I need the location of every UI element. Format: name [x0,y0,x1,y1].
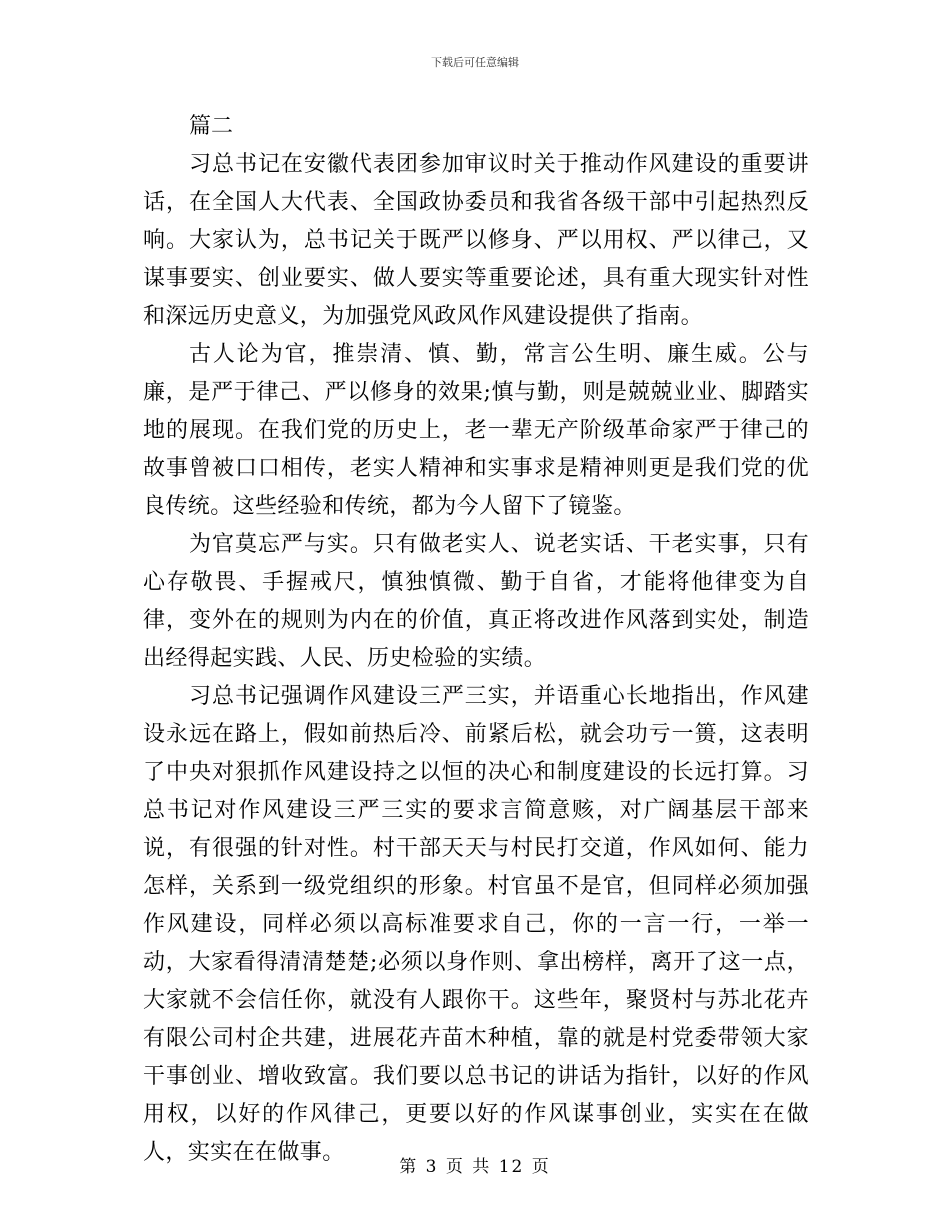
section-title: 篇二 [189,114,234,139]
document-body [143,108,809,1172]
page-number: 第 3 页 共 12 页 [399,1157,551,1177]
paragraph-4: 习总书记强调作风建设三严三实，并语重心长地指出，作风建设永远在路上，假如前热后冷、前紧后松，就会功亏一篑，这表明了中央对狠抓作风建设持之以恒的决心和制度建设的长远打算。习总书记对作风建设三严三实的要求言简意赅，对广阔基层干部来说，有很强的针对性。村干部天天与村民打交道，作风如何、能力怎样，关系到一级党组织的形象。村官虽不是官，但同样必须加强作风建设，同样必须以高标准要求自己，你的一言一行，一举一动，大家看得清清楚楚;必须以身作则、拿出榜样，离开了这一点，大家就不会信任你，就没有人跟你干。这些年，聚贤村与苏北花卉有限公司村企共建，进展花卉苗木种植，靠的就是村党委带领大家干事创业、增收致富。我们要以总书记的讲话为指针，以好的作风用权，以好的作风律己，更要以好的作风谋事创业，实实在在做人，实实在在做事。 [143,684,809,1165]
paragraph-1: 习总书记在安徽代表团参加审议时关于推动作风建设的重要讲话，在全国人大代表、全国政协委员和我省各级干部中引起热烈反响。大家认为，总书记关于既严以修身、严以用权、严以律己，又谋事要实、创业要实、做人要实等重要论述，具有重大现实针对性和深远历史意义，为加强党风政风作风建设提供了指南。 [143,152,809,329]
page-header-note: 下载后可任意编辑 [431,56,519,69]
paragraph-3: 为官莫忘严与实。只有做老实人、说老实话、干老实事，只有心存敬畏、手握戒尺，慎独慎微、勤于自省，才能将他律变为自律，变外在的规则为内在的价值，真正将改进作风落到实处，制造出经得起实践、人民、历史检验的实绩。 [143,532,809,671]
paragraph-2: 古人论为官，推崇清、慎、勤，常言公生明、廉生威。公与廉，是严于律己、严以修身的效果;慎与勤，则是兢兢业业、脚踏实地的展现。在我们党的历史上，老一辈无产阶级革命家严于律己的故事曾被口口相传，老实人精神和实事求是精神则更是我们党的优良传统。这些经验和传统，都为今人留下了镜鉴。 [143,342,809,519]
